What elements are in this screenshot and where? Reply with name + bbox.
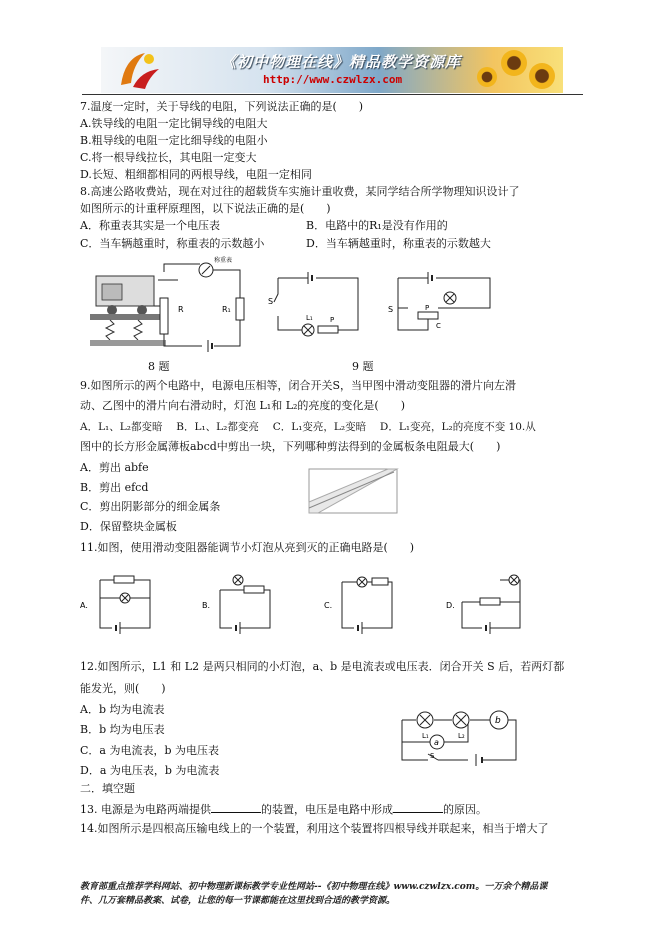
figure-11-label-d: D. xyxy=(446,601,455,610)
q13-blank-2[interactable] xyxy=(393,802,443,813)
q8-stem-2: 如图所示的计重秤原理图，以下说法正确的是( ) xyxy=(80,202,331,215)
q12-option-c: C．a 为电流表，b 为电压表 xyxy=(80,744,220,757)
figure-11-circuit-b xyxy=(220,575,270,634)
section-2-title: 二．填空题 xyxy=(80,782,135,795)
figure-11-label-c: C. xyxy=(324,601,333,610)
site-logo-icon xyxy=(115,49,163,91)
q8-option-d: D．当车辆越重时，称重表的示数越大 xyxy=(306,237,491,250)
q12-option-b: B．b 均为电压表 xyxy=(80,723,165,736)
q12-stem-2: 能发光，则( ) xyxy=(80,682,166,695)
figure-11-label-b: B. xyxy=(202,601,211,610)
q10-option-b: B．剪出 efcd xyxy=(80,481,149,494)
q8-option-c: C．当车辆越重时，称重表的示数越小 xyxy=(80,237,265,250)
figure-9-label-p: P xyxy=(330,316,335,324)
page-footer xyxy=(80,880,580,908)
figure-8-label-meter: 称重表 xyxy=(214,257,233,264)
q7-option-a: A.铁导线的电阻一定比铜导线的电阻大 xyxy=(80,117,268,130)
figure-10-metal-plate xyxy=(308,468,400,516)
q10-stem: 图中的长方形金属薄板abcd中剪出一块，下列哪种剪法得到的金属板条电阻最大( ) xyxy=(80,440,501,453)
footer-line-1: 教育部重点推荐学科网站、初中物理新课标教学专业性网站--《初中物理在线》www.czwlzx.com。一万余个精品课 xyxy=(80,882,548,892)
site-url[interactable]: http://www.czwlzx.com xyxy=(263,73,403,86)
header-rule xyxy=(82,94,583,95)
q13-blank-1[interactable] xyxy=(211,802,261,813)
sunflower-icon xyxy=(501,50,527,76)
figure-12-label-l2: L₂ xyxy=(458,732,465,740)
q9-stem-1: 9.如图所示的两个电路中，电源电压相等，闭合开关S，当甲图中滑动变阻器的滑片向左滑 xyxy=(80,379,517,392)
figure-12-label-s: S xyxy=(430,752,435,760)
q12-option-a: A．b 均为电流表 xyxy=(80,703,165,716)
q7-option-b: B.粗导线的电阻一定比细导线的电阻小 xyxy=(80,134,268,147)
figure-8-label-r: R xyxy=(178,305,184,314)
figure-9-label-l1: L₁ xyxy=(306,314,313,322)
q8-option-a: A．称重表其实是一个电压表 xyxy=(80,219,220,232)
header-banner xyxy=(101,47,563,93)
q13 xyxy=(80,802,487,817)
q13-part-2: 的装置，电压是电路中形成 xyxy=(261,803,393,816)
footer-line-2: 件、几万套精品教案、试卷，让您的每一节课都能在这里找到合适的教学资源。 xyxy=(80,896,396,906)
figure-9-circuits xyxy=(268,268,498,348)
q9-stem-2: 动、乙图中的滑片向右滑动时，灯泡 L₁和 L₂的亮度的变化是( ) xyxy=(80,399,406,412)
figure-8-weighing-circuit xyxy=(90,257,250,352)
q12-stem-1: 12.如图所示，L1 和 L2 是两只相同的小灯泡，a、b 是电流表或电压表．闭合开关 S 后，若两灯都 xyxy=(80,660,565,673)
q8-stem-1: 8.高速公路收费站，现在对过往的超载货车实施计重收费，某同学结合所学物理知识设计了 xyxy=(80,185,520,198)
q12-option-d: D．a 为电压表，b 为电流表 xyxy=(80,764,220,777)
q10-option-d: D．保留整块金属板 xyxy=(80,520,177,533)
q9-options: A．L₁、L₂都变暗 B．L₁、L₂都变亮 C．L₁变亮，L₂变暗 D．L₁变亮，L₂的亮度不变 10.从 xyxy=(80,421,536,433)
site-title: 《初中物理在线》精品教学资源库 xyxy=(221,53,462,71)
q7-option-d: D.长短、粗细都相同的两根导线，电阻一定相同 xyxy=(80,168,312,181)
figure-12-label-l1: L₁ xyxy=(422,732,429,740)
q11-stem: 11.如图，使用滑动变阻器能调节小灯泡从亮到灭的正确电路是( ) xyxy=(80,541,415,554)
figure-9-caption: 9 题 xyxy=(352,360,374,373)
figure-11-circuit-d xyxy=(462,575,520,634)
q13-part-3: 的原因。 xyxy=(443,803,487,816)
figure-11-label-a: A. xyxy=(80,601,88,610)
figure-12-label-b: b xyxy=(495,716,501,726)
figure-11-circuit-c xyxy=(342,577,392,634)
figure-12-circuit xyxy=(398,702,520,772)
q8-option-b: B．电路中的R₁是没有作用的 xyxy=(306,219,448,232)
q13-part-1: 13. 电源是为电路两端提供 xyxy=(80,803,211,816)
figure-8-caption: 8 题 xyxy=(148,360,170,373)
figure-9-label-p2: P xyxy=(425,304,430,312)
figure-11-circuit-a xyxy=(100,576,150,634)
sunflower-icon xyxy=(529,63,555,89)
q14-stem: 14.如图所示是四根高压输电线上的一个装置，利用这个装置将四根导线并联起来，相当于增大了 xyxy=(80,822,549,835)
figure-9-label-s2: S xyxy=(388,305,394,314)
figure-11-circuits xyxy=(80,570,530,636)
figure-9-label-s: S xyxy=(268,297,274,306)
q10-option-c: C．剪出阴影部分的细金属条 xyxy=(80,500,221,513)
figure-8-label-r1: R₁ xyxy=(222,305,231,314)
q10-option-a: A．剪出 abfe xyxy=(80,461,149,474)
q7-stem: 7.温度一定时，关于导线的电阻，下列说法正确的是( ) xyxy=(80,100,364,113)
sunflower-icon xyxy=(477,67,497,87)
figure-12-label-a: a xyxy=(434,738,439,747)
figure-9-label-c: C xyxy=(436,322,441,330)
q7-option-c: C.将一根导线拉长，其电阻一定变大 xyxy=(80,151,257,164)
